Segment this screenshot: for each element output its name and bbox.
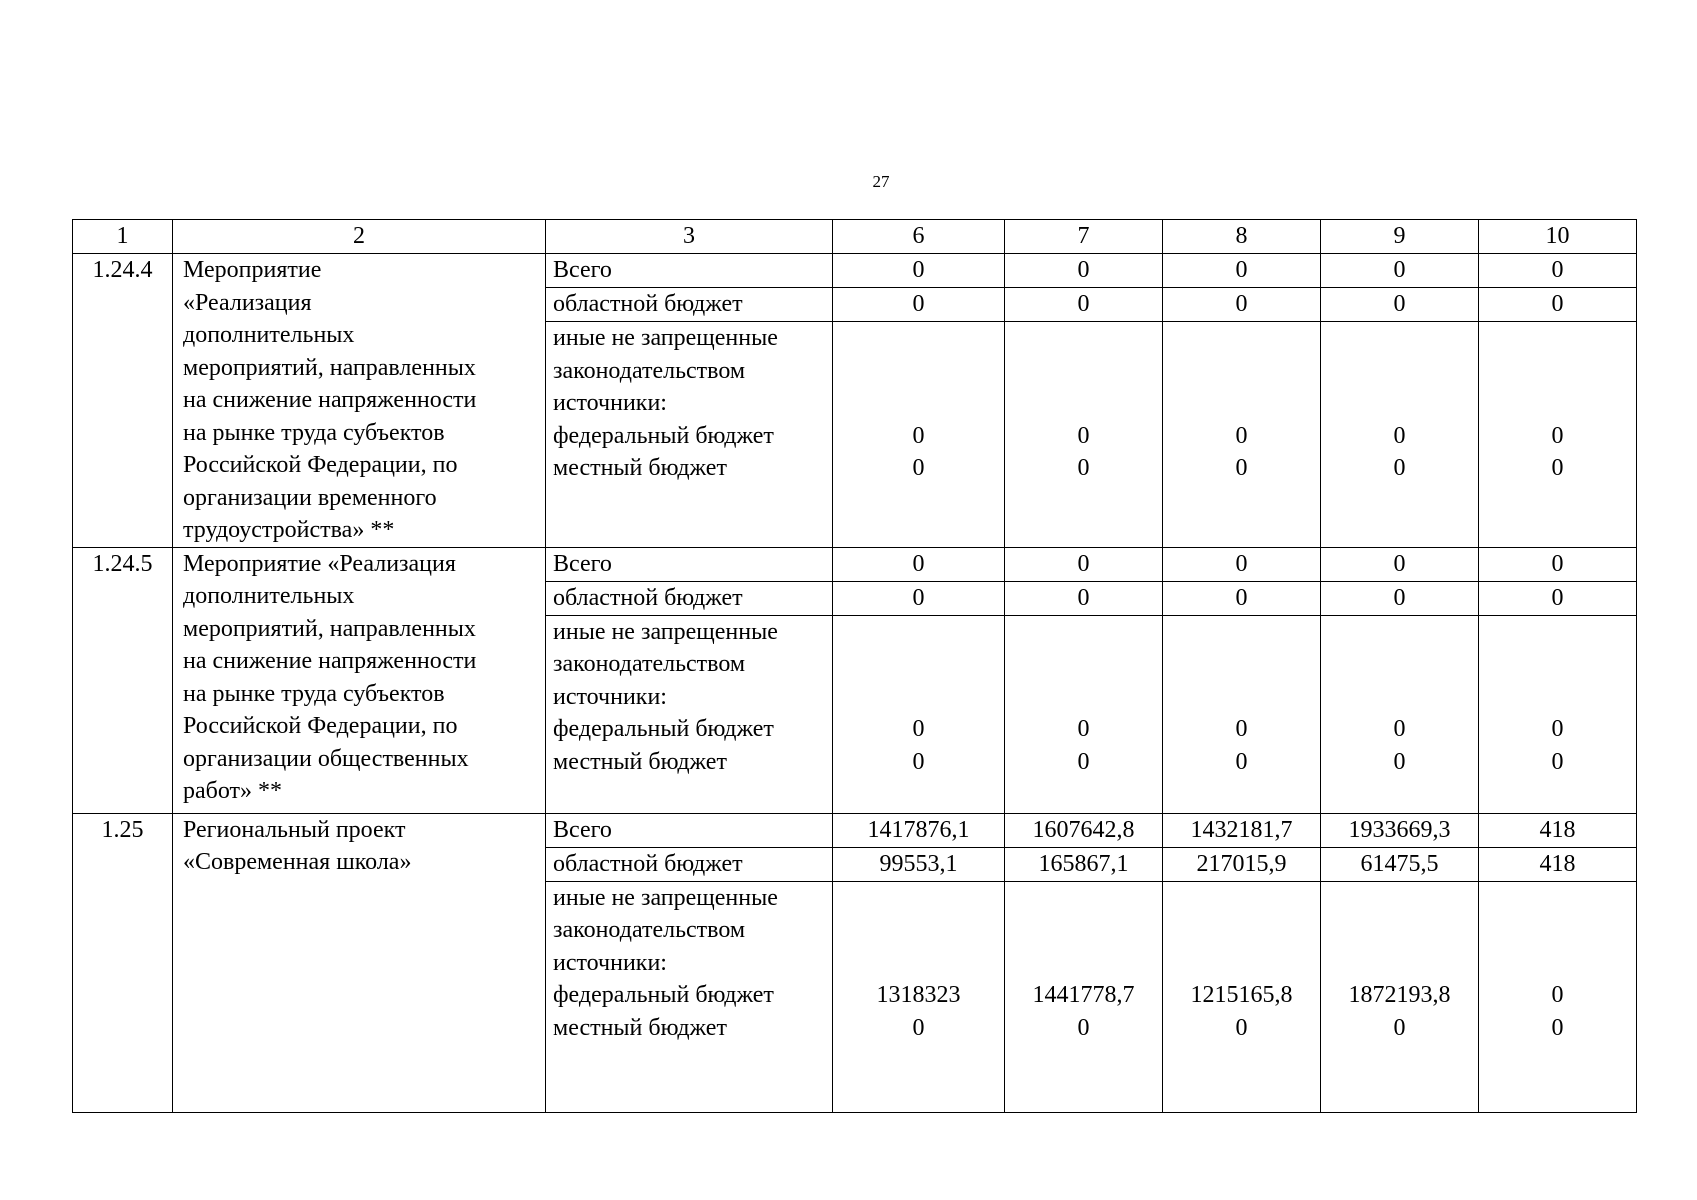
value-cell: 0 [1163,254,1321,288]
section-title [173,547,546,813]
section-title-line: организации общественных [183,745,469,772]
local-budget-label: местный бюджет [553,455,727,482]
value-cell [1479,881,1637,1112]
section-number: 1.24.5 [73,547,173,813]
section-title-line: на рынке труда субъектов [183,680,445,707]
funding-source-label: областной бюджет [546,581,833,615]
local-budget-value: 0 [912,455,925,482]
funding-source-label-line: источники: [553,949,667,976]
spacer [833,914,1004,947]
spacer [1479,387,1636,420]
section-number: 1.25 [73,813,173,1112]
spacer [1163,914,1320,947]
federal-budget-value: 0 [1393,422,1406,449]
table-row [73,813,1637,847]
table-row [73,254,1637,288]
value-cell: 418 [1479,847,1637,881]
header-cell: 6 [833,220,1005,254]
local-budget-value: 0 [1393,455,1406,482]
section-number: 1.24.4 [73,254,173,548]
spacer [1479,648,1636,681]
spacer [1163,947,1320,980]
value-cell: 0 [1479,288,1637,322]
spacer [1005,387,1162,420]
value-cell: 0 [833,288,1005,322]
federal-budget-value: 0 [1393,716,1406,742]
federal-budget-value: 1872193,8 [1348,982,1451,1008]
header-row [73,220,1637,254]
value-cell [1163,881,1321,1112]
federal-budget-value: 0 [912,422,925,449]
spacer [1005,882,1162,915]
value-cell: 0 [833,547,1005,581]
spacer [1005,355,1162,388]
federal-budget-value: 0 [1551,982,1564,1008]
section-title [173,254,546,548]
budget-table [72,219,1637,1113]
value-cell: 1432181,7 [1163,813,1321,847]
section-title-line: организации временного [183,484,437,511]
table-body [73,220,1637,1113]
spacer [1479,355,1636,388]
local-budget-label: местный бюджет [553,1014,727,1041]
value-cell: 0 [1479,547,1637,581]
spacer [1321,616,1478,649]
funding-source-label-line: иные не запрещенные [553,325,778,352]
section-title-line: на рынке труда субъектов [183,419,445,446]
funding-source-label-line: законодательством [553,357,746,384]
spacer [1321,882,1478,915]
page-number: 27 [872,172,890,191]
funding-source-label: областной бюджет [546,847,833,881]
value-cell: 0 [1163,288,1321,322]
funding-source-label-line: законодательством [553,651,746,677]
value-cell [1479,615,1637,813]
local-budget-value: 0 [1077,748,1090,775]
federal-budget-label: федеральный бюджет [553,716,774,742]
table-row [73,547,1637,581]
spacer [1321,947,1478,980]
spacer [833,882,1004,915]
value-cell: 1933669,3 [1321,813,1479,847]
local-budget-value: 0 [1235,455,1248,482]
header-cell: 1 [73,220,173,254]
spacer [1321,355,1478,388]
value-cell [833,322,1005,547]
value-cell: 0 [1479,581,1637,615]
value-cell [1479,322,1637,547]
spacer [1479,322,1636,355]
spacer [1321,681,1478,714]
section-title-line: на снижение напряженности [183,387,477,413]
local-budget-value: 0 [1393,1014,1406,1041]
federal-budget-value: 1441778,7 [1032,982,1135,1008]
section-title-line: Мероприятие «Реализация [183,550,456,577]
local-budget-value: 0 [912,748,925,775]
local-budget-value: 0 [1551,748,1564,775]
funding-source-label: Всего [546,813,833,847]
spacer [1321,322,1478,355]
funding-source-label-line: источники: [553,390,667,417]
value-cell: 165867,1 [1005,847,1163,881]
federal-budget-value: 0 [1551,422,1564,449]
header-cell: 7 [1005,220,1163,254]
value-cell: 61475,5 [1321,847,1479,881]
local-budget-value: 0 [1393,748,1406,775]
value-cell [1321,615,1479,813]
value-cell: 0 [1005,254,1163,288]
funding-source-label: областной бюджет [546,288,833,322]
federal-budget-label: федеральный бюджет [553,422,774,449]
local-budget-value: 0 [1235,748,1248,775]
value-cell [1005,322,1163,547]
section-title-line: на снижение напряженности [183,648,477,674]
header-cell: 8 [1163,220,1321,254]
local-budget-label: местный бюджет [553,748,727,775]
spacer [833,355,1004,388]
federal-budget-value: 0 [1077,422,1090,449]
spacer [1163,681,1320,714]
funding-source-label: Всего [546,547,833,581]
spacer [1005,681,1162,714]
section-title-line: «Современная школа» [183,849,412,875]
spacer [833,387,1004,420]
federal-budget-value: 1215165,8 [1190,982,1293,1008]
value-cell: 0 [1321,581,1479,615]
federal-budget-value: 0 [1551,716,1564,742]
section-title [173,813,546,1112]
value-cell: 217015,9 [1163,847,1321,881]
local-budget-value: 0 [1077,455,1090,482]
value-cell: 99553,1 [833,847,1005,881]
value-cell: 0 [1321,288,1479,322]
federal-budget-label: федеральный бюджет [553,982,774,1008]
funding-source-other [546,322,833,547]
section-title-line: Российской Федерации, по [183,713,458,739]
section-title-line: «Реализация [183,289,312,316]
spacer [1479,681,1636,714]
value-cell [833,615,1005,813]
value-cell: 1417876,1 [833,813,1005,847]
header-cell: 10 [1479,220,1637,254]
local-budget-value: 0 [1551,1014,1564,1041]
spacer [1163,355,1320,388]
spacer [1321,914,1478,947]
funding-source-label-line: источники: [553,683,667,710]
section-title-line: Мероприятие [183,257,322,283]
value-cell [1005,881,1163,1112]
value-cell: 1607642,8 [1005,813,1163,847]
spacer [1005,914,1162,947]
spacer [1005,947,1162,980]
spacer [1479,914,1636,947]
value-cell [1163,615,1321,813]
section-title-line: мероприятий, направленных [183,354,476,381]
value-cell [1005,615,1163,813]
header-cell: 3 [546,220,833,254]
value-cell: 0 [1321,547,1479,581]
section-title-line: мероприятий, направленных [183,615,476,642]
section-title-line: дополнительных [183,583,355,609]
spacer [1163,616,1320,649]
value-cell: 0 [1163,547,1321,581]
value-cell: 0 [1163,581,1321,615]
header-cell: 2 [173,220,546,254]
spacer [833,681,1004,714]
funding-source-other [546,615,833,813]
value-cell: 0 [833,254,1005,288]
value-cell [833,881,1005,1112]
spacer [1005,616,1162,649]
value-cell [1321,881,1479,1112]
federal-budget-value: 1318323 [876,982,961,1008]
spacer [1163,648,1320,681]
section-title-line: трудоустройства» ** [183,517,395,543]
spacer [1163,387,1320,420]
value-cell [1163,322,1321,547]
federal-budget-value: 0 [1235,422,1248,449]
section-title-line: Региональный проект [183,816,406,843]
value-cell: 0 [833,581,1005,615]
spacer [833,322,1004,355]
value-cell [1321,322,1479,547]
local-budget-value: 0 [912,1014,925,1041]
spacer [1479,947,1636,980]
funding-source-label-line: иные не запрещенные [553,884,778,911]
section-title-line: дополнительных [183,322,355,348]
spacer [1321,648,1478,681]
spacer [1163,882,1320,915]
spacer [1479,882,1636,915]
spacer [833,947,1004,980]
federal-budget-value: 0 [1077,716,1090,742]
header-cell: 9 [1321,220,1479,254]
spacer [1005,648,1162,681]
spacer [1321,387,1478,420]
value-cell: 0 [1479,254,1637,288]
spacer [833,616,1004,649]
section-title-line: Российской Федерации, по [183,452,458,478]
funding-source-label: Всего [546,254,833,288]
spacer [1005,322,1162,355]
section-title-line: работ» ** [183,778,283,804]
spacer [1163,322,1320,355]
local-budget-value: 0 [1551,455,1564,482]
local-budget-value: 0 [1077,1014,1090,1041]
funding-source-other [546,881,833,1112]
value-cell: 0 [1005,547,1163,581]
funding-source-label-line: иные не запрещенные [553,618,778,645]
spacer [833,648,1004,681]
funding-source-label-line: законодательством [553,917,746,943]
value-cell: 0 [1005,581,1163,615]
local-budget-value: 0 [1235,1014,1248,1041]
value-cell: 0 [1321,254,1479,288]
value-cell: 0 [1005,288,1163,322]
federal-budget-value: 0 [912,716,925,742]
federal-budget-value: 0 [1235,716,1248,742]
spacer [1479,616,1636,649]
value-cell: 418 [1479,813,1637,847]
